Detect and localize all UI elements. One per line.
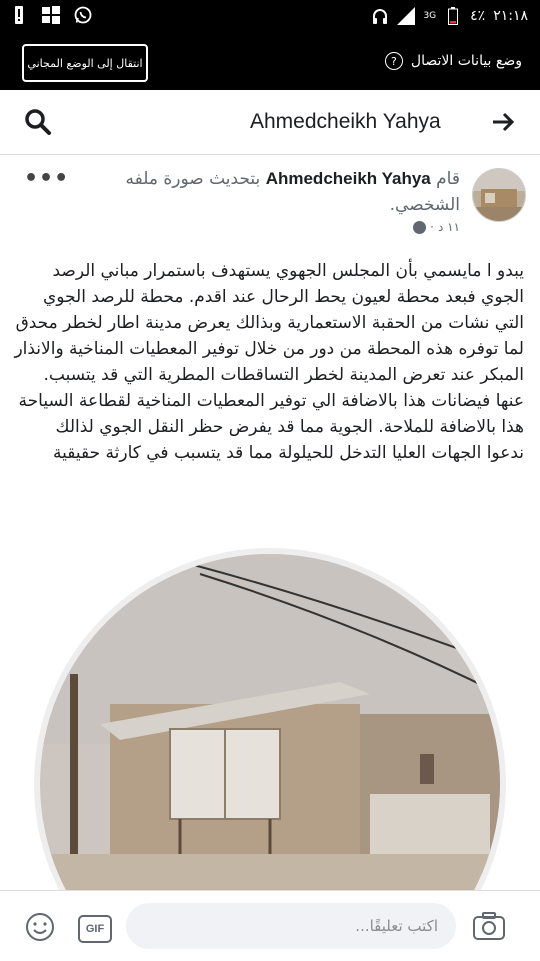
comment-bar: [0, 890, 540, 961]
post-action: بتحديث صورة ملفه الشخصي.: [125, 169, 460, 215]
avatar[interactable]: [472, 168, 526, 222]
windows-icon: [42, 6, 60, 24]
signal-icon: [397, 7, 415, 25]
author-name[interactable]: Ahmedcheikh Yahya: [265, 169, 431, 188]
gif-button[interactable]: GIF: [78, 915, 112, 943]
photo-image: [40, 554, 500, 918]
question-icon[interactable]: ?: [385, 52, 403, 70]
warning-icon: [10, 6, 28, 24]
clock: ٢١:١٨: [493, 8, 528, 24]
battery-icon: [444, 7, 462, 25]
profile-photo-circle: [34, 548, 506, 918]
comment-input[interactable]: [126, 903, 456, 949]
free-mode-button[interactable]: انتقال إلى الوضع المجاني: [22, 44, 148, 82]
more-options-button[interactable]: •••: [24, 166, 70, 191]
post-body: يبدو ا مايسمي بأن المجلس الجهوي يستهدف باستمرار مباني الرصد الجوي فبعد محطة لعيون يحط الرحال عند اقدم. محطة للرصد الجوي التي نشات من الحقبة الاستعمارية وبذالك يعرض مدينة اطار لخطر محدق لما توفره هذه المحطة من دور من خلال توفير المعطيات المناخية والانذار المبكر عند تعرض المدينة لخطر التساقطات المطرية التي قد يتسبب. عنها فيضانات هذا بالاضافة الي توفير المعطيات المناخية لقطاعة السياحة هذا بالاضافة للملاحة. الجوية مما قد يفرض حظر النقل الجوي لذالك ندعوا الجهات العليا التدخل للحيلولة مما قد يتسبب في كارثة حقيقية: [14, 261, 524, 463]
data-mode-bar: [0, 34, 540, 90]
post-meta: [413, 220, 460, 234]
battery-percent: ٤٪: [470, 8, 486, 24]
page-title: Ahmedcheikh Yahya: [250, 110, 441, 133]
status-bar: [0, 0, 540, 34]
meta-separator: ·: [430, 220, 434, 234]
whatsapp-icon: [74, 6, 92, 24]
network-type-label: 3G: [423, 11, 437, 21]
globe-icon: [413, 221, 426, 234]
post-header-text: [80, 166, 460, 218]
search-icon[interactable]: [24, 108, 52, 136]
data-mode-label: [385, 52, 522, 70]
data-mode-text: وضع بيانات الاتصال: [410, 53, 522, 69]
headphones-icon: [371, 7, 389, 25]
camera-icon[interactable]: [472, 911, 506, 941]
post-time[interactable]: ١١ د: [437, 220, 460, 234]
smiley-icon[interactable]: [24, 911, 56, 943]
arrow-right-icon[interactable]: [490, 109, 516, 135]
post-header: [0, 154, 540, 244]
profile-header-bar: [0, 90, 540, 155]
profile-photo[interactable]: [34, 548, 506, 918]
post-prefix: قام: [436, 169, 460, 189]
